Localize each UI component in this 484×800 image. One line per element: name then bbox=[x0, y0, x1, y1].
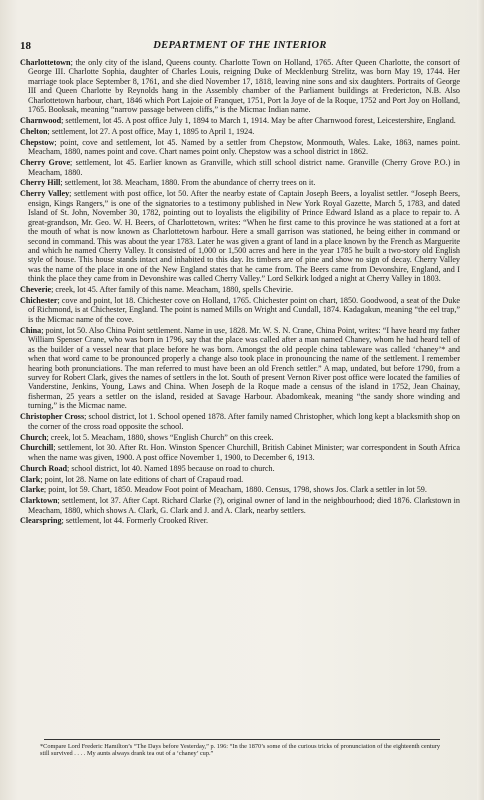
entry bbox=[20, 285, 460, 294]
gazetteer-entries bbox=[20, 58, 460, 527]
entry-place-name: Clarke bbox=[20, 485, 44, 495]
entry-text: ; point, lot 50. Also China Point settlement. Name in use, 1828. Mr. W. S. N. Crane, China Point, writes: “I have heard my father William Spenser Crane, who was born in 1796, say that the place was called after a man named Chaney, whom he had heard tell of as the builder of a vessel near that place before he was born. Amongst the old people china tableware was called ‘chaney’* and when that word came to be pronounced properly a change also took place in pronouncing the name of the settlement. I remember hearing both pronunciations. The man referred to must have been an old French settler.” A map, undated, but before 1790, from a survey for Robert Clark, gives the names of settlers in the lot. South of present Vernon River post office were located the families of Vanderstine, Jenkins, Young, Laws and China. When Joseph de la Roque made a census of the island in 1752, Jean Chainay, fisherman, 25 years a settler on the island, resided at Savage Harbour. Abadomkeak, meaning “the sandy shore winding and turning,” is the Micmac name. bbox=[28, 325, 460, 411]
entry-place-name: Clearspring bbox=[20, 516, 62, 526]
footnote: *Compare Lord Frederic Hamilton’s “The Days before Yesterday,” p. 196: “In the 1870’s some of the curious tricks of pronunciation of the eighteenth century still survived . . . . My aunts always drank tea out of a ‘chaney’ cup.” bbox=[40, 743, 440, 758]
entry-text: ; settlement, lot 44. Formerly Crooked River. bbox=[61, 516, 208, 526]
entry-place-name: Cherry Valley bbox=[20, 189, 70, 199]
footnote-divider bbox=[44, 739, 440, 740]
entry-place-name: Cherry Grove bbox=[20, 158, 71, 168]
entry-text: ; settlement, lot 38. Meacham, 1880. From the abundance of cherry trees on it. bbox=[60, 178, 316, 188]
entry bbox=[20, 516, 460, 525]
entry-place-name: Church Road bbox=[20, 463, 68, 473]
entry bbox=[20, 158, 460, 177]
entry-place-name: Clark bbox=[20, 474, 41, 484]
entry-text: ; point, lot 59. Chart, 1850. Meadow Foot point of Meacham, 1880. Census, 1798, shows Jos. Clark a settler in lot 59. bbox=[43, 485, 427, 495]
entry-text: ; settlement, lot 30. After Rt. Hon. Winston Spencer Churchill, British Cabinet Minister; war correspondent in South Africa when the name was given, 1900. A post office November 1, 1900, to December 6, 1913. bbox=[28, 443, 460, 462]
entry-text: ; school district, lot 40. Named 1895 because on road to church. bbox=[67, 463, 275, 473]
entry-text: ; point, lot 28. Name on late editions of chart of Crapaud road. bbox=[40, 474, 244, 484]
entry bbox=[20, 485, 460, 494]
running-head: DEPARTMENT OF THE INTERIOR bbox=[153, 40, 327, 51]
entry bbox=[20, 496, 460, 515]
entry bbox=[20, 138, 460, 157]
entry-text: ; settlement, lot 45. Earlier known as Granville, which still school district name. Granville (Cherry Grove P.O.) in Meacham, 1880. bbox=[28, 158, 460, 177]
entry-text: ; creek, lot 45. After family of this name. Meacham, 1880, spells Chevirie. bbox=[51, 285, 294, 295]
entry-text: ; point, cove and settlement, lot 45. Named by a settler from Chepstow, Monmouth, Wales. Lake, 1863, names point. Meacham, 1880, names point and cove. Chart names point only. Chepstow was a school district in 1862. bbox=[28, 137, 460, 157]
entry bbox=[20, 296, 460, 324]
entry bbox=[20, 443, 460, 462]
entry-text: ; settlement, lot 45. A post office July 1, 1894 to March 1, 1914. May be after Charnwood forest, Leicestershire, England. bbox=[61, 116, 456, 126]
entry-text: ; school district, lot 1. School opened 1878. After family named Christopher, which long kept a blacksmith shop on the corner of the cross road opposite the school. bbox=[28, 412, 460, 431]
entry bbox=[20, 127, 460, 136]
page-number: 18 bbox=[20, 40, 31, 52]
entry bbox=[20, 475, 460, 484]
entry-place-name: Clarktown bbox=[20, 496, 58, 506]
entry bbox=[20, 189, 460, 284]
entry-place-name: Charnwood bbox=[20, 116, 62, 126]
entry-place-name: Christopher Cross bbox=[20, 412, 85, 422]
entry-place-name: Church bbox=[20, 432, 47, 442]
entry bbox=[20, 412, 460, 431]
page-edge-shadow bbox=[477, 0, 484, 800]
entry-text: ; creek, lot 5. Meacham, 1880, shows “English Church” on this creek. bbox=[46, 432, 274, 442]
entry-place-name: Chichester bbox=[20, 296, 58, 305]
entry-text: ; settlement with post office, lot 50. After the nearby estate of Captain Joseph Beers, a loyalist settler. “Joseph Beers, ensign, Kings Rangers,” is one of the signatories to a testimony published in New York Royal Gazette, March 5, 1783, and dated Island of St. John, November 30, 1782, pointing out to loyalists the eligibility of Prince Edward Island as a place to repair to. A great-grandson, Mr. Geo. W. H. Beers, of Charlottetown, writes: “When he first came to this province he was stationed at a fort at the mouth of what is now known as Charlottetown harbour. Here a small garrison was stationed, he being either in command or second in command. This was about the year 1783. Later he was given a grant of land in a place known by the French as Marguerite and which he named Cherry Valley. It consisted of 1,000 or 1,500 acres and here in the year 1785 he built a two-story old English style of house. This house stands intact and inhabited to this day. Its timbers are of pine and show no sign of decay. Cherry Valley was the name of the place in one of the New England states that he came from. The Beers came from Devonshire, England, and I think the place they came from in Devonshire was called Cherry Valley.” Lord Selkirk lodged a night at Cherry Valley in 1803. bbox=[28, 189, 460, 284]
entry bbox=[20, 58, 460, 115]
entry-place-name: Chelton bbox=[20, 126, 48, 136]
entry-place-name: Chepstow bbox=[20, 137, 55, 147]
entry bbox=[20, 116, 460, 125]
entry bbox=[20, 464, 460, 473]
entry-text: ; the only city of the island, Queens county. Charlotte Town on Holland, 1765. After Queen Charlotte, the consort of George III. Charlotte Sophia, daughter of Charles Louis, reigning Duke of Mecklenburg Strelitz, was born May 19, 1744. Her marriage took place September 8, 1761, and she died November 17, 1818, leaving nine sons and six daughters. Portraits of George III and Queen Charlotte by Reynolds hang in the Assembly chamber of the Parliament buildings at Fredericton, N.B. Also Charlottetown harbour, chart, 1846 which Port Lajoie of Franquet, 1751, Port la Joye of de la Roque, 1752 and Port Joy on Holland, 1765. Booksak, meaning “narrow passage between cliffs,” is the Micmac Indian name. bbox=[28, 58, 460, 115]
entry-place-name: Churchill bbox=[20, 443, 54, 453]
entry-place-name: Cherry Hill bbox=[20, 178, 61, 188]
entry-place-name: China bbox=[20, 325, 42, 335]
entry-text: ; settlement, lot 37. After Capt. Richard Clarke (?), original owner of land in the neighbourhood; died 1876. Clarkstown in Meacham, 1880, which shows A. Clark, G. Clark and J. and A. Clark, nearby settlers. bbox=[28, 496, 460, 515]
entry bbox=[20, 326, 460, 411]
entry-text: ; cove and point, lot 18. Chichester cove on Holland, 1765. Chichester point on chart, 1850. Goodwood, a seat of the Duke of Richmond, is at Chichester, England. The point is named Mills on Wright and Cundall, 1874. Kadagakun, meaning “the eel trap,” is the Micmac name of the cove. bbox=[28, 296, 460, 324]
entry-place-name: Cheverie bbox=[20, 285, 52, 295]
entry-place-name: Charlottetown bbox=[20, 58, 71, 67]
entry-text: ; settlement, lot 27. A post office, May 1, 1895 to April 1, 1924. bbox=[47, 126, 255, 136]
page-header bbox=[20, 40, 460, 56]
entry bbox=[20, 433, 460, 442]
entry bbox=[20, 178, 460, 187]
